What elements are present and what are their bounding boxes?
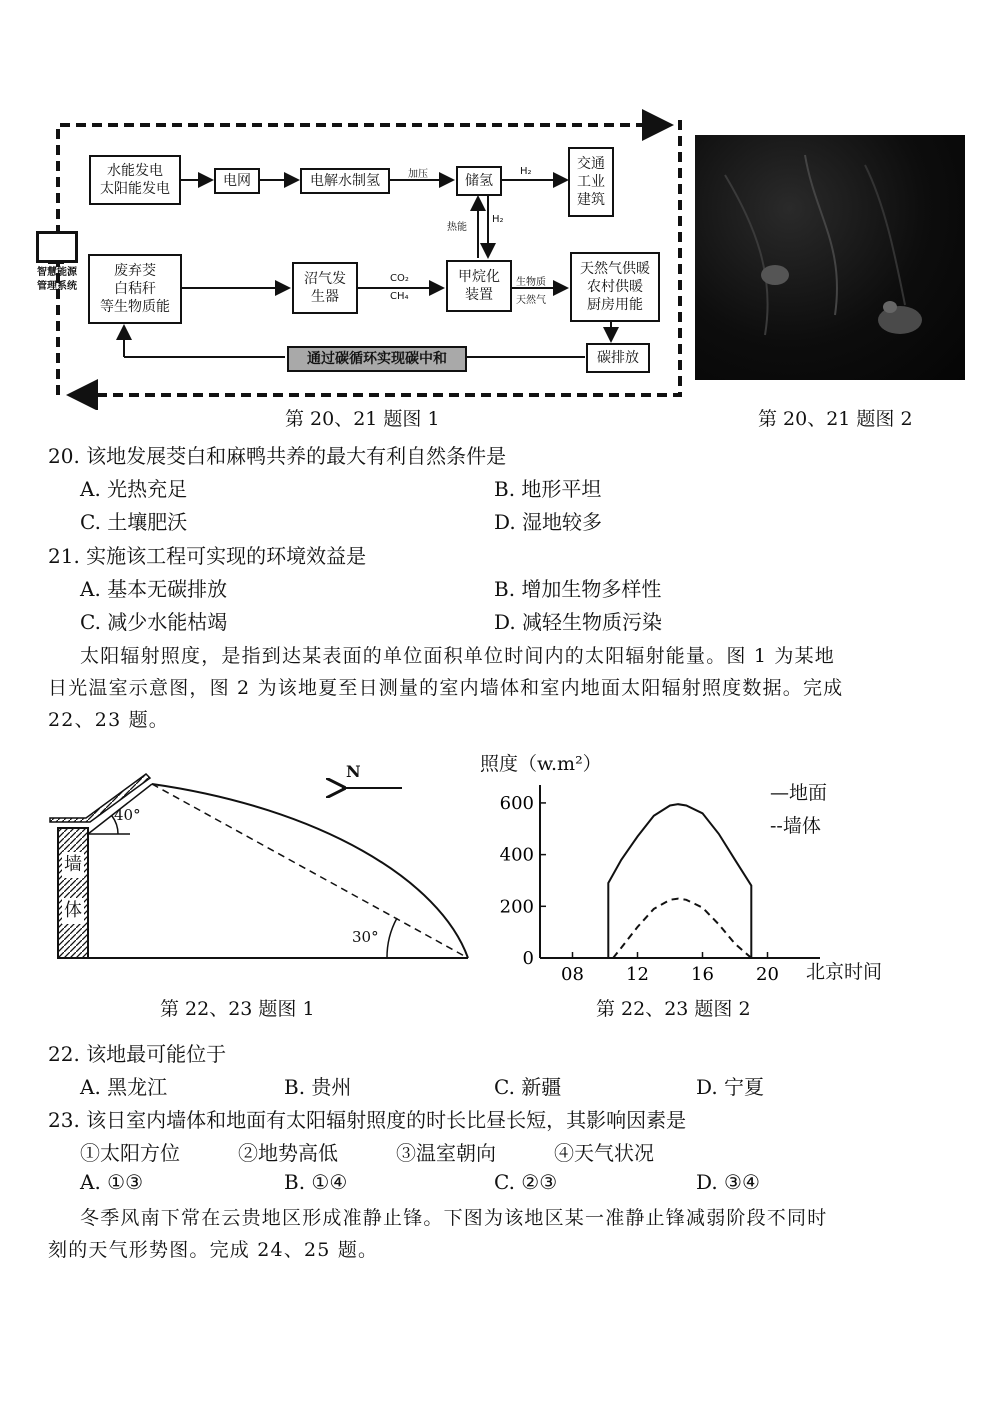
label-h2-down: H₂ [492,214,504,225]
passage2-line2: 刻的天气形势图。完成 24、25 题。 [48,1239,379,1261]
q21-option-c: C. 减少水能枯竭 [80,610,228,634]
legend-wall-symbol: -- [770,815,783,837]
q22-option-c: C. 新疆 [494,1075,562,1099]
chart-xlabel: 北京时间 [806,961,883,983]
q21-option-b: B. 增加生物多样性 [494,577,662,601]
greenhouse-drawing [40,760,480,970]
box-heating: 天然气供暖 农村供暖 厨房用能 [570,252,660,322]
q20-option-d: D. 湿地较多 [494,510,603,534]
q23-option-a: A. ①③ [80,1170,144,1194]
q21-option-a: A. 基本无碳排放 [80,577,228,601]
box-grid: 电网 [214,168,260,194]
box-emission: 碳排放 [586,343,650,373]
legend-ground [770,778,827,805]
q22-option-a: A. 黑龙江 [80,1075,168,1099]
label-ch4: CH₄ [390,291,409,302]
q22-stem: 22. 该地最可能位于 [48,1042,227,1066]
label-co2: CO₂ [390,273,409,284]
monitor-stand [48,260,64,264]
wall-char-1: 墙 [64,854,82,875]
passage1-line3: 22、23 题。 [48,709,169,731]
q22-option-d: D. 宁夏 [696,1075,765,1099]
x-tick-label: 16 [691,964,714,985]
label-heat-energy: 热能 [447,222,467,233]
legend-wall [770,811,821,838]
box-biomass: 废弃茭 白秸秆 等生物质能 [88,254,182,324]
q22-option-b: B. 贵州 [284,1075,352,1099]
label-bio-material: 生物质 [516,277,546,288]
x-tick-label: 12 [626,964,649,985]
box-transport: 交通 工业 建筑 [568,147,614,217]
label-natural-gas: 天然气 [516,295,546,306]
q23-option-c: C. ②③ [494,1170,558,1194]
north-label: N [346,762,361,781]
box-methanation: 甲烷化 装置 [446,260,512,312]
fig2-caption: 第 20、21 题图 2 [758,408,913,430]
irradiance-chart [470,745,910,995]
y-tick-label: 0 [522,948,534,969]
series-wall-line [613,899,751,958]
label-pressurize: 加压 [408,169,428,180]
x-tick-label: 08 [561,964,584,985]
box-hydro-solar: 水能发电 太阳能发电 [89,155,181,205]
photo-shapes [695,135,965,380]
x-tick-label: 20 [756,964,779,985]
chart-caption: 第 22、23 题图 2 [596,998,751,1020]
chart-title: 照度（w.m²） [480,753,602,775]
legend-ground-label: 地面 [789,782,828,804]
box-carbon-neutral: 通过碳循环实现碳中和 [287,346,467,372]
box-biogas: 沼气发 生器 [292,262,358,314]
q20-option-a: A. 光热充足 [80,477,188,501]
q21-stem: 21. 实施该工程可实现的环境效益是 [48,544,367,568]
passage1-line2: 日光温室示意图，图 2 为该地夏至日测量的室内墙体和室内地面太阳辐射照度数据。完成 [48,677,844,699]
passage2-line1: 冬季风南下常在云贵地区形成准静止锋。下图为该地区某一准静止锋减弱阶段不同时 [80,1207,828,1229]
q23-stem: 23. 该日室内墙体和地面有太阳辐射照度的时长比昼长短，其影响因素是 [48,1108,687,1132]
q23-factor-4: ④天气状况 [554,1141,654,1165]
passage1-line1: 太阳辐射照度，是指到达某表面的单位面积单位时间内的太阳辐射能量。图 1 为某地 [80,645,835,667]
q23-factor-2: ②地势高低 [238,1141,338,1165]
q20-stem: 20. 该地发展茭白和麻鸭共养的最大有利自然条件是 [48,444,507,468]
y-tick-label: 600 [499,792,534,814]
q23-option-d: D. ③④ [696,1170,760,1194]
q21-option-d: D. 减轻生物质污染 [494,610,663,634]
angle-roof-label: 40° [114,806,141,824]
series-ground-line [548,804,767,958]
fig1-caption: 第 20、21 题图 1 [285,408,440,430]
q23-factor-1: ①太阳方位 [80,1141,180,1165]
q23-option-b: B. ①④ [284,1170,348,1194]
energy-flow-diagram [0,0,700,410]
y-tick-label: 400 [499,844,534,866]
greenhouse-diagram [40,760,480,970]
y-tick-label: 200 [499,896,534,918]
legend-wall-label: 墙体 [782,815,821,837]
duck-photo [695,135,965,380]
legend-ground-symbol: — [770,782,789,804]
greenhouse-caption: 第 22、23 题图 1 [160,998,315,1020]
box-storage: 储氢 [456,166,502,196]
q20-option-b: B. 地形平坦 [494,477,602,501]
box-electrolysis: 电解水制氢 [300,168,390,194]
q20-option-c: C. 土壤肥沃 [80,510,188,534]
monitor-icon [36,231,78,263]
angle-ground-label: 30° [352,928,379,946]
system-label: 智慧能源 管理系统 [37,267,77,292]
q23-factor-3: ③温室朝向 [396,1141,496,1165]
wall-char-2: 体 [64,900,82,921]
label-h2-right: H₂ [520,166,532,177]
